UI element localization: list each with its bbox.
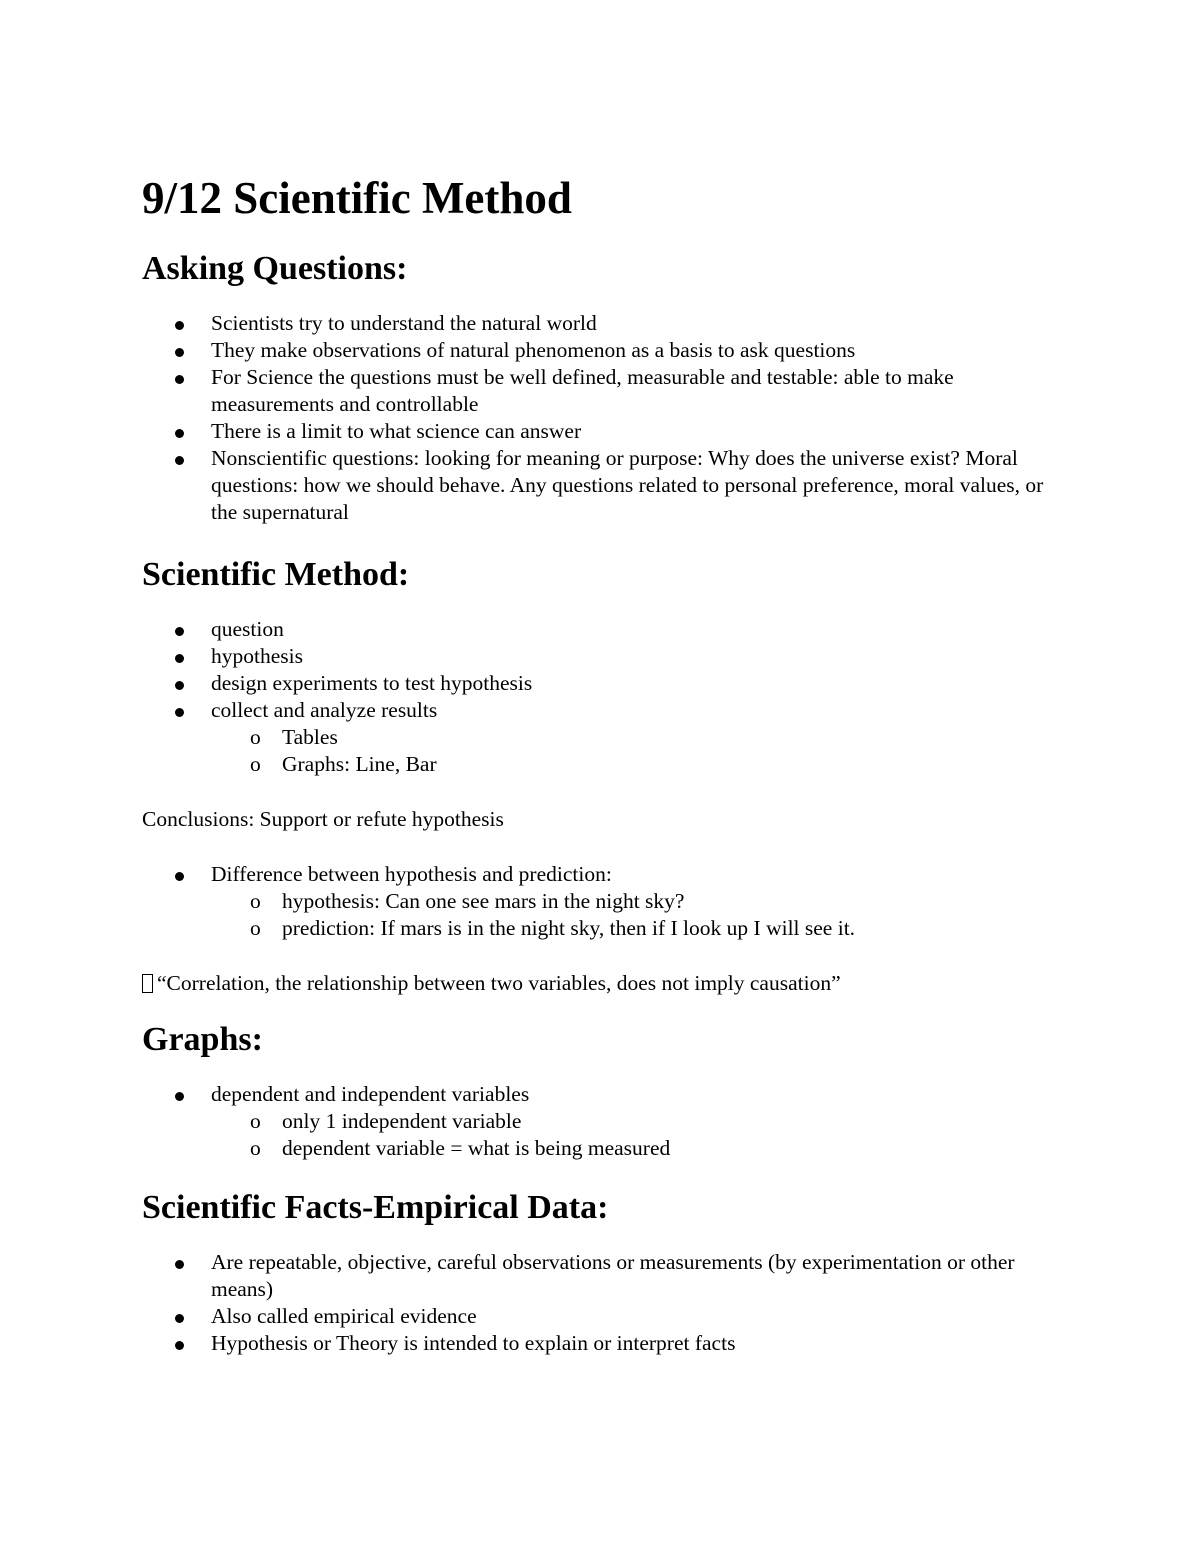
bullet-icon [175,321,184,330]
missing-glyph-icon [142,974,153,993]
bullet-icon [175,1341,184,1350]
circle-bullet-icon: o [250,916,261,940]
bullet-icon [175,456,184,465]
list-item: They make observations of natural phenomenon as a basis to ask questions [142,337,1062,364]
sub-list-item: o hypothesis: Can one see mars in the night sky? [250,889,685,913]
scientific-method-list [142,616,1062,778]
circle-bullet-icon: o [250,725,261,749]
list-item: Also called empirical evidence [142,1303,1062,1330]
bullet-icon [175,627,184,636]
sub-list-item: o Graphs: Line, Bar [250,752,437,776]
section-heading-scientific-method: Scientific Method: [142,556,410,593]
bullet-icon [175,1314,184,1323]
bullet-icon [175,681,184,690]
list-item: Are repeatable, objective, careful observations or measurements (by experimentation or other means) [142,1249,1062,1303]
sub-list-item: o only 1 independent variable [250,1109,522,1133]
correlation-quote: “Correlation, the relationship between two variables, does not imply causation” [142,970,1062,997]
bullet-icon [175,1092,184,1101]
bullet-icon [175,654,184,663]
document-page [142,168,1062,1357]
section-heading-graphs: Graphs: [142,1021,263,1058]
list-item: Scientists try to understand the natural world [142,310,1062,337]
sub-list-item: o Tables [250,725,338,749]
bullet-icon [175,375,184,384]
list-item: Hypothesis or Theory is intended to explain or interpret facts [142,1330,1062,1357]
results-sub-list [211,724,1062,778]
graphs-list [142,1081,1062,1162]
conclusions-text: Conclusions: Support or refute hypothesis [142,807,504,831]
bullet-icon [175,708,184,717]
list-item: There is a limit to what science can answer [142,418,1062,445]
bullet-icon [175,348,184,357]
difference-list [142,861,1062,942]
list-item: Difference between hypothesis and prediction: o hypothesis: Can one see mars in the night sky? o prediction: If mars is in the night sky, then if I look up I will see it. [142,861,1062,942]
scientific-facts-list [142,1249,1062,1357]
list-item: hypothesis [142,643,1062,670]
list-item: Nonscientific questions: looking for meaning or purpose: Why does the universe exist? Moral questions: how we should behave. Any questions related to personal preference, moral values, or the supernatural [142,445,1062,526]
sub-list-item: o dependent variable = what is being measured [250,1136,671,1160]
list-item: design experiments to test hypothesis [142,670,1062,697]
circle-bullet-icon: o [250,1136,261,1160]
bullet-icon [175,872,184,881]
bullet-icon [175,429,184,438]
list-item: collect and analyze results o Tables o Graphs: Line, Bar [142,697,1062,778]
difference-sub-list [211,888,1062,942]
circle-bullet-icon: o [250,752,261,776]
list-item: dependent and independent variables o only 1 independent variable o dependent variable = what is being measured [142,1081,1062,1162]
list-item: question [142,616,1062,643]
circle-bullet-icon: o [250,889,261,913]
section-heading-scientific-facts: Scientific Facts-Empirical Data: [142,1189,609,1226]
sub-list-item: o prediction: If mars is in the night sky, then if I look up I will see it. [250,916,856,940]
asking-questions-list [142,310,1062,526]
section-heading-asking-questions: Asking Questions: [142,250,408,287]
variables-sub-list [211,1108,1062,1162]
page-title: 9/12 Scientific Method [142,173,572,223]
bullet-icon [175,1260,184,1269]
circle-bullet-icon: o [250,1109,261,1133]
list-item: For Science the questions must be well defined, measurable and testable: able to make measurements and controllable [142,364,1062,418]
